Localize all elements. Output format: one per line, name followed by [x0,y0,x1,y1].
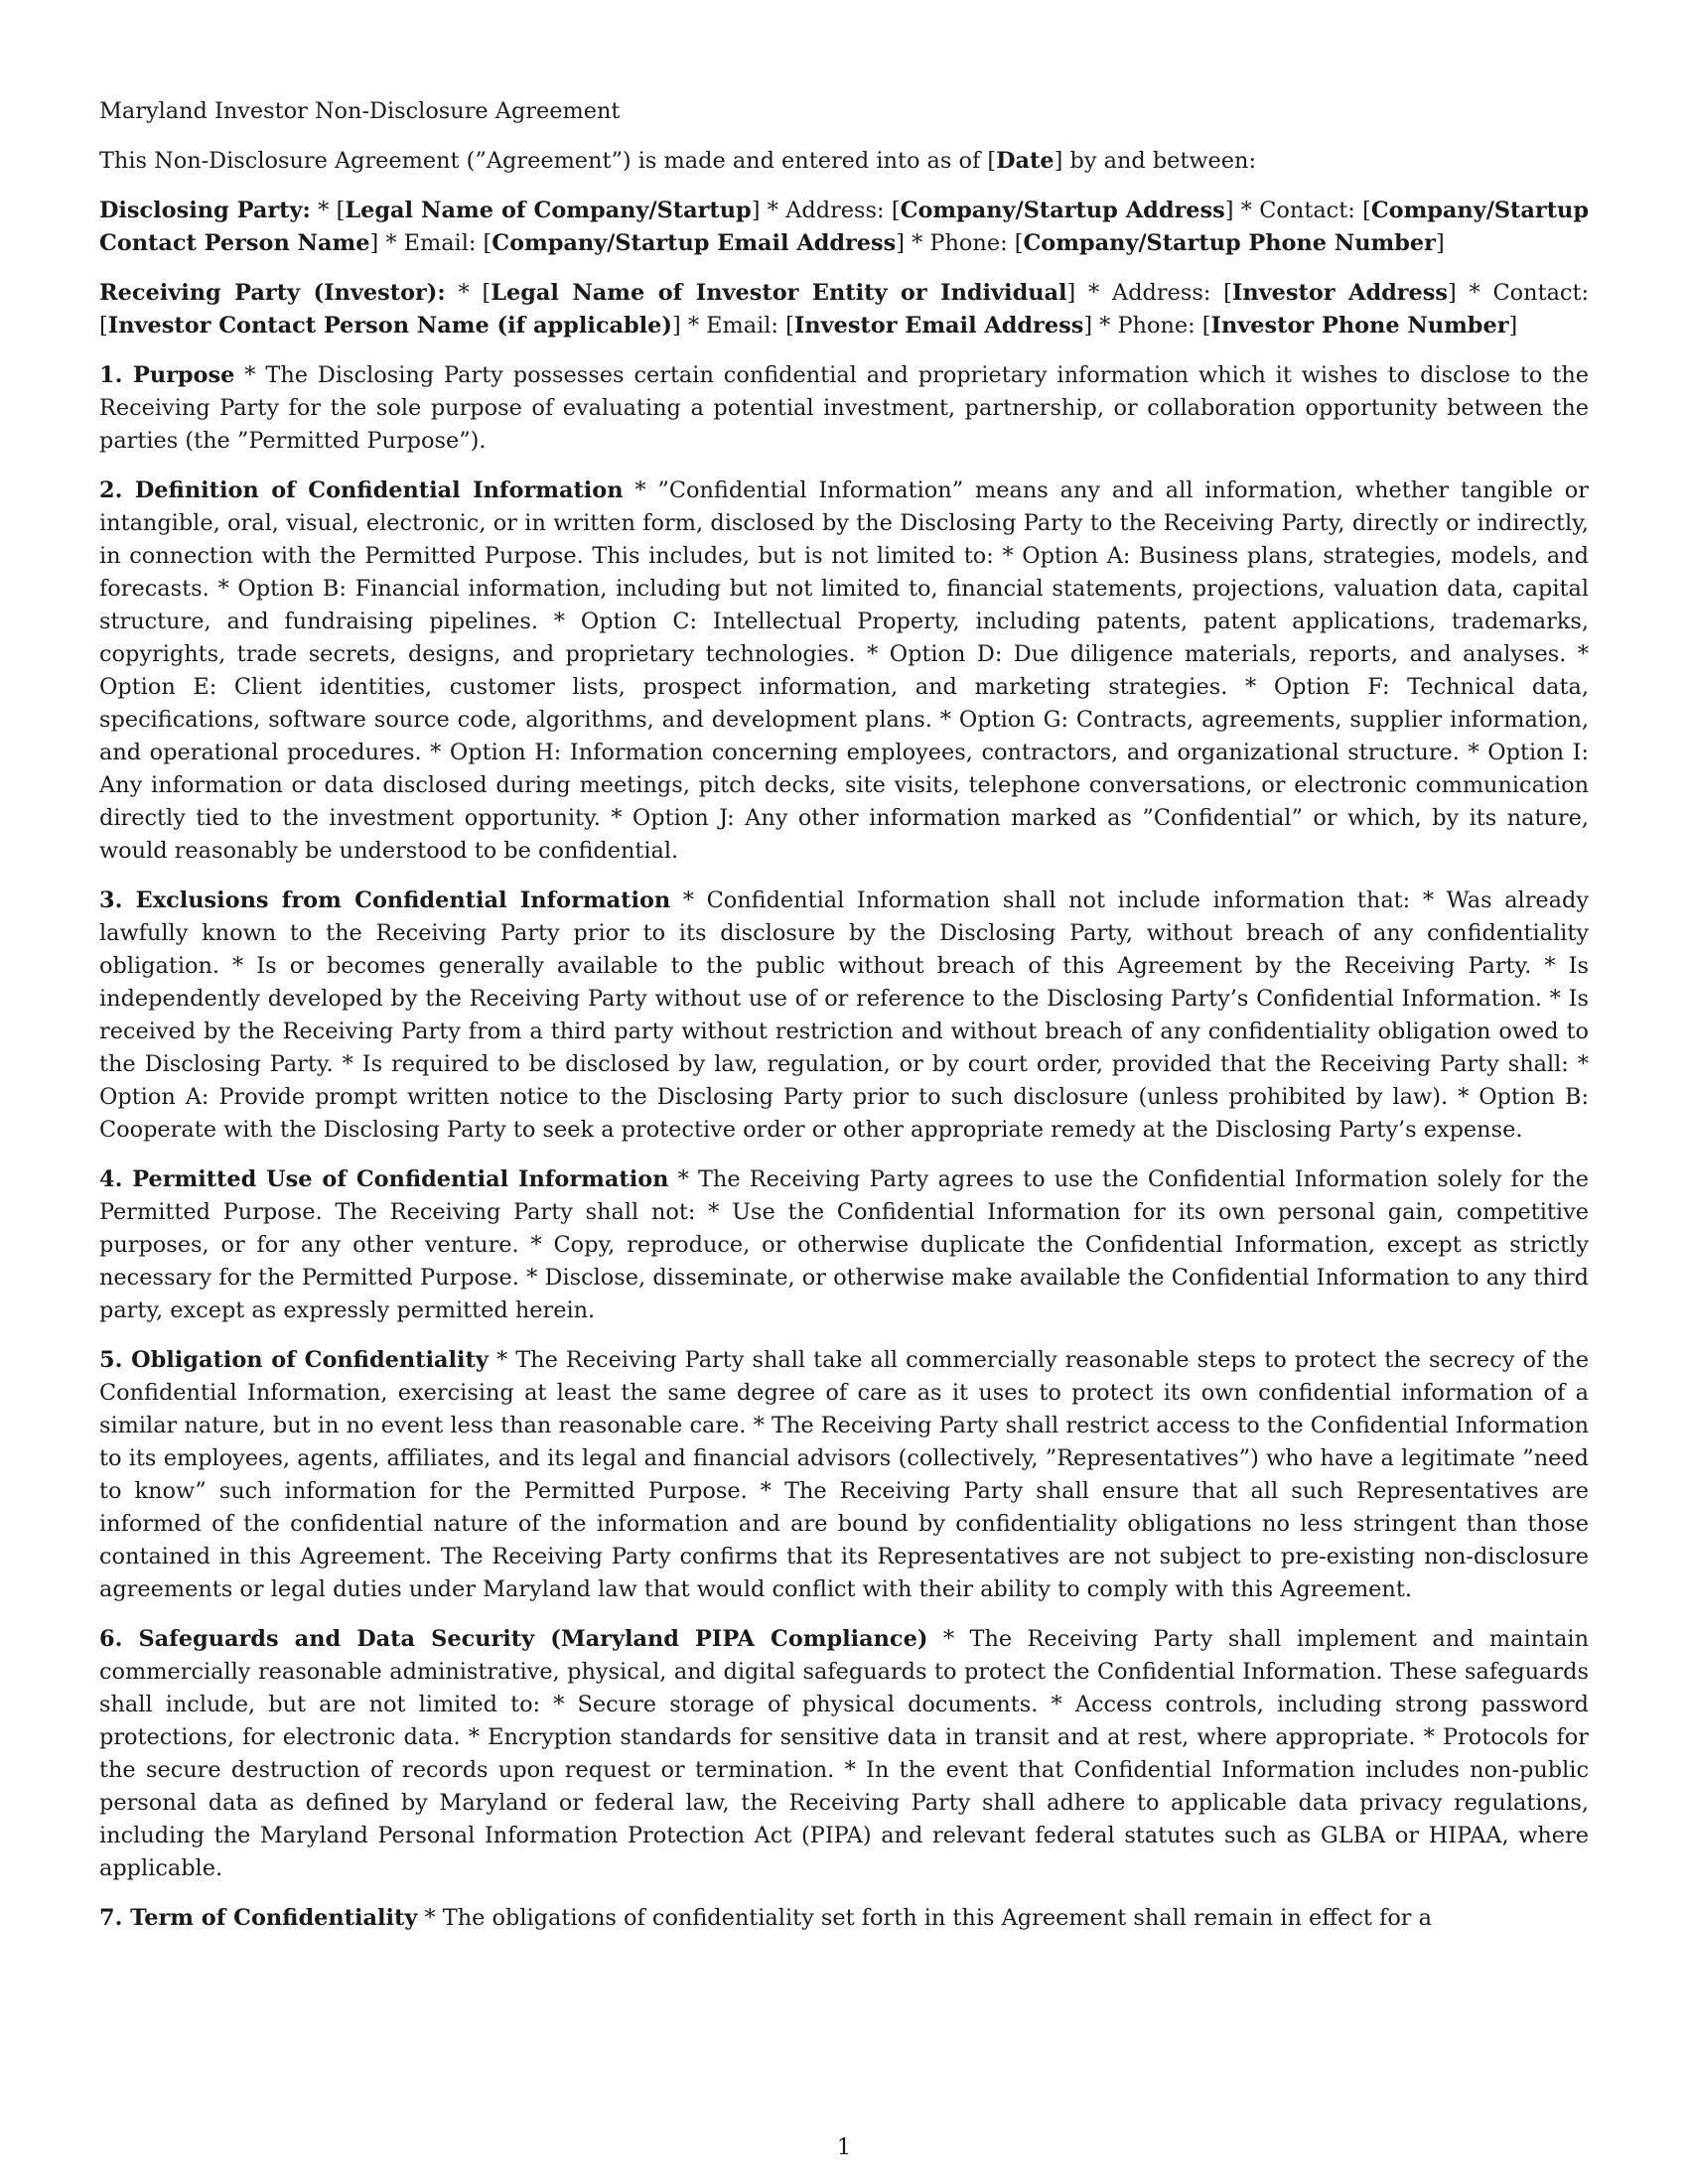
section-purpose [99,359,1589,458]
date-placeholder: Date [996,148,1055,174]
document-title: Maryland Investor Non-Disclosure Agreement [99,98,621,124]
section-body: * The Receiving Party agrees to use the Confidential Information solely for the Permitted Purpose. The Receiving Party shall not: * Use the Confidential Information for its own personal gain, competitive purposes, or for any other venture. * Copy, reproduce, or otherwise duplicate the Confidential Information, except as strictly necessary for the Permitted Purpose. * Disclose, disseminate, or otherwise make available the Confidential Information to any third party, except as expressly permitted herein. [99,1166,1590,1323]
section-body: * Confidential Information shall not include information that: * Was already lawfully known to the Receiving Party prior to its disclosure by the Disclosing Party, without breach of any confidentiality obligation. * Is or becomes generally available to the public without breach of this Agreement by the Receiving Party. * Is independently developed by the Receiving Party without use of or reference to the Disclosing Party’s Confidential Information. * Is received by the Receiving Party from a third party without restriction and without breach of any confidentiality obligation owed to the Disclosing Party. * Is required to be disclosed by law, regulation, or by court order, provided that the Receiving Party shall: * Option A: Provide prompt written notice to the Disclosing Party prior to such disclosure (unless prohibited by law). * Option B: Cooperate with the Disclosing Party to seek a protective order or other appropriate remedy at the Disclosing Party’s expense. [99,887,1590,1143]
receiving-sep-4: ] * Email: [ [672,313,794,339]
document-page [99,95,1589,1952]
section-obligation [99,1344,1589,1606]
receiving-sep-5: ] * Phone: [ [1083,313,1211,339]
section-heading: 2. Definition of Confidential Information [99,478,624,503]
section-heading: 1. Purpose [99,362,235,388]
intro-paragraph [99,145,1589,178]
disclosing-contact: Company/Startup Contact Person Name [99,198,1589,256]
receiving-sep-2: ] * Address: [ [1066,280,1232,306]
section-definition [99,475,1589,868]
disclosing-phone: Company/Startup Phone Number [1023,230,1436,256]
section-heading: 5. Obligation of Confidentiality [99,1347,489,1373]
section-body: * The Receiving Party shall take all commercially reasonable steps to protect the secrecy of the Confidential Information, exercising at least the same degree of care as it uses to protect its own confidential information of a similar nature, but in no event less than reasonable care. * The Receiving Party shall restrict access to the Confidential Information to its employees, agents, affiliates, and its legal and financial advisors (collectively, ”Representatives”) who have a legitimate ”need to know” such information for the Permitted Purpose. * The Receiving Party shall ensure that all such Representatives are informed of the confidential nature of the information and are bound by confidentiality obligations no less stringent than those contained in this Agreement. The Receiving Party confirms that its Representatives are not subject to pre-existing non-disclosure agreements or legal duties under Maryland law that would conflict with their ability to comply with this Agreement. [99,1347,1589,1602]
receiving-address: Investor Address [1231,280,1449,306]
section-heading: 3. Exclusions from Confidential Information [99,887,671,913]
disclosing-party-block [99,195,1589,260]
section-body: * ”Confidential Information” means any and all information, whether tangible or intangible, oral, visual, electronic, or in written form, disclosed by the Disclosing Party to the Receiving Party, directly or indirectly, in connection with the Permitted Purpose. This includes, but is not limited to: * Option A: Business plans, strategies, models, and forecasts. * Option B: Financial information, including but not limited to, financial statements, projections, valuation data, capital structure, and fundraising pipelines. * Option C: Intellectual Property, including patents, patent applications, trademarks, copyrights, trade secrets, designs, and proprietary technologies. * Option D: Due diligence materials, reports, and analyses. * Option E: Client identities, customer lists, prospect information, and marketing strategies. * Option F: Technical data, specifications, software source code, algorithms, and development plans. * Option G: Contracts, agreements, supplier information, and operational procedures. * Option H: Information concerning employees, contractors, and organizational structure. * Option I: Any information or data disclosed during meetings, pitch decks, site visits, telephone conversations, or electronic communication directly tied to the investment opportunity. * Option J: Any other information marked as ”Confidential” or which, by its nature, would reasonably be understood to be confidential. [99,478,1589,864]
disclosing-sep-6: ] [1435,230,1445,256]
disclosing-sep-5: ] * Phone: [ [896,230,1024,256]
section-permitted-use [99,1163,1589,1327]
section-body: * The obligations of confidentiality set forth in this Agreement shall remain in effect for a [417,1905,1432,1931]
disclosing-party-heading: Disclosing Party: [99,198,311,223]
disclosing-sep-4: ] * Email: [ [369,230,492,256]
receiving-phone: Investor Phone Number [1210,313,1509,339]
section-term [99,1902,1589,1935]
disclosing-address: Company/Startup Address [900,198,1225,223]
section-exclusions [99,885,1589,1147]
section-body: * The Disclosing Party possesses certain confidential and proprietary information which it wishes to disclose to the Receiving Party for the sole purpose of evaluating a potential investment, partnership, or collaboration opportunity between the parties (the ”Permitted Purpose”). [99,362,1589,454]
disclosing-email: Company/Startup Email Address [492,230,897,256]
section-body: * The Receiving Party shall implement and maintain commercially reasonable administrative, physical, and digital safeguards to protect the Confidential Information. These safeguards shall include, but are not limited to: * Secure storage of physical documents. * Access controls, including strong password protections, for electronic data. * Encryption standards for sensitive data in transit and at rest, where appropriate. * Protocols for the secure destruction of records upon request or termination. * In the event that Confidential Information includes non-public personal data as defined by Maryland or federal law, the Receiving Party shall adhere to applicable data privacy regulations, including the Maryland Personal Information Protection Act (PIPA) and relevant federal statutes such as GLBA or HIPAA, where applicable. [99,1626,1589,1881]
receiving-contact: Investor Contact Person Name (if applicable) [107,313,672,339]
receiving-legal-name: Legal Name of Investor Entity or Individual [491,280,1067,306]
section-safeguards [99,1623,1589,1885]
section-heading: 4. Permitted Use of Confidential Information [99,1166,669,1192]
section-heading: 7. Term of Confidentiality [99,1905,418,1931]
receiving-sep-1: * [ [445,280,492,306]
disclosing-sep-3: ] * Contact: [ [1224,198,1371,223]
receiving-sep-6: ] [1508,313,1518,339]
intro-text-end: ] by and between: [1054,148,1257,174]
disclosing-sep-2: ] * Address: [ [751,198,901,223]
disclosing-legal-name: Legal Name of Company/Startup [345,198,752,223]
disclosing-sep-1: * [ [310,198,346,223]
receiving-party-block [99,277,1589,342]
receiving-party-heading: Receiving Party (Investor): [99,280,446,306]
receiving-email: Investor Email Address [793,313,1084,339]
receiving-sep-3: ] * Contact: [ [99,280,1589,339]
section-heading: 6. Safeguards and Data Security (Maryland PIPA Compliance) [99,1626,928,1652]
intro-text: This Non-Disclosure Agreement (”Agreement”) is made and entered into as of [ [99,148,997,174]
page-number: 1 [836,2134,852,2160]
